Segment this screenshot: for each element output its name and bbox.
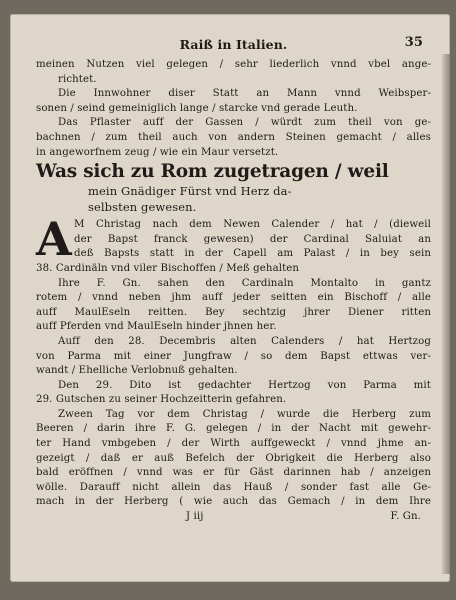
- book-page: [10, 14, 450, 582]
- heading-line: Was sich zu Rom zugetragen / weil: [36, 161, 389, 183]
- catchword: F. Gn.: [390, 511, 421, 523]
- paragraph-inhabitants: [36, 87, 431, 116]
- text-line: ter Hand vmbgeben / der Wirth auffgeweckt / vnnd jhme an-: [36, 438, 431, 450]
- text-line: wandt / Ehelliche Verlobnuß gehalten.: [36, 365, 238, 377]
- page-number: 35: [404, 35, 423, 50]
- paragraph-procession: [36, 277, 431, 335]
- text-line: der Bapst franck gewesen) der Cardinal Saluiat an: [74, 233, 431, 245]
- page-text: [36, 35, 431, 525]
- text-line: in angeworfnem zeug / wie ein Maur versetzt.: [36, 146, 279, 158]
- text-line: bachnen / zum theil auch von andern Steinen gemacht / alles: [36, 131, 431, 143]
- page-edge-shadow: [442, 54, 450, 574]
- page-footer: [36, 510, 431, 525]
- heading-line: selbsten gewesen.: [88, 200, 197, 215]
- text-line: mach in der Herberg ( wie auch das Gemach / in dem Ihre: [36, 496, 431, 508]
- drop-cap: A: [36, 212, 72, 267]
- text-line: gezeigt / daß er auß Befelch der Obrigkeit die Herberg also: [36, 452, 431, 464]
- text-line: Zween Tag vor dem Christag / wurde die Herberg zum: [58, 408, 431, 420]
- text-line: M Christag nach dem Newen Calender / hat / (dieweil: [74, 219, 431, 231]
- paragraph-betrothal: [36, 335, 431, 379]
- paragraph-pavement: [36, 116, 431, 160]
- text-line: wölle. Darauff nicht allein das Hauß / sonder fast alle Ge-: [36, 481, 431, 493]
- text-line: auff Pferden vnd MaulEseln hinder jhnen her.: [36, 321, 277, 333]
- text-line: Den 29. Dito ist gedachter Hertzog von Parma mit: [58, 379, 431, 391]
- text-line: 38. Cardinäln vnd viler Bischoffen / Meß gehalten: [36, 262, 300, 274]
- heading-line: mein Gnädiger Fürst vnd Herz da-: [88, 184, 292, 199]
- text-line: sonen / seind gemeiniglich lange / starcke vnd gerade Leuth.: [36, 102, 358, 114]
- text-line: Auff den 28. Decembris alten Calenders / hat Hertzog: [58, 335, 431, 347]
- section-heading: [36, 160, 431, 215]
- text-line: auff MaulEseln reitten. Bey sechtzig jhrer Diener ritten: [36, 306, 431, 318]
- text-line: meinen Nutzen viel gelegen / sehr liederlich vnnd vbel ange-: [36, 59, 431, 70]
- text-line: Die Innwohner diser Statt an Mann vnnd Weibsper-: [58, 88, 431, 100]
- text-line: deß Bapsts statt in der Capell am Palast / in bey sein: [74, 248, 431, 260]
- text-line: 29. Gutschen zu seiner Hochzeitterin gefahren.: [36, 394, 287, 406]
- text-line: Beeren / darin ihre F. G. gelegen / in der Nacht mit gewehr-: [36, 423, 431, 435]
- text-line: Ihre F. Gn. sahen den Cardinaln Montalto in gantz: [58, 277, 431, 289]
- text-line: rotem / vnnd neben jhm auff jeder seitten ein Bischoff / alle: [36, 292, 431, 304]
- paragraph-intro: [36, 58, 431, 87]
- text-line: richtet.: [58, 73, 97, 85]
- paragraph-inn: [36, 408, 431, 510]
- text-line: von Parma mit einer Jungfraw / so dem Bapst ettwas ver-: [36, 350, 431, 362]
- signature-mark: J iij: [186, 511, 204, 523]
- paragraph-wedding: [36, 379, 431, 408]
- text-line: bald eröffnen / vnnd was er für Gäst darinnen hab / anzeigen: [36, 467, 431, 479]
- running-title: Raiß in Italien.: [179, 37, 288, 52]
- paragraph-christmas: [36, 212, 431, 276]
- text-line: Das Pflaster auff der Gassen / würdt zum theil von ge-: [58, 117, 431, 129]
